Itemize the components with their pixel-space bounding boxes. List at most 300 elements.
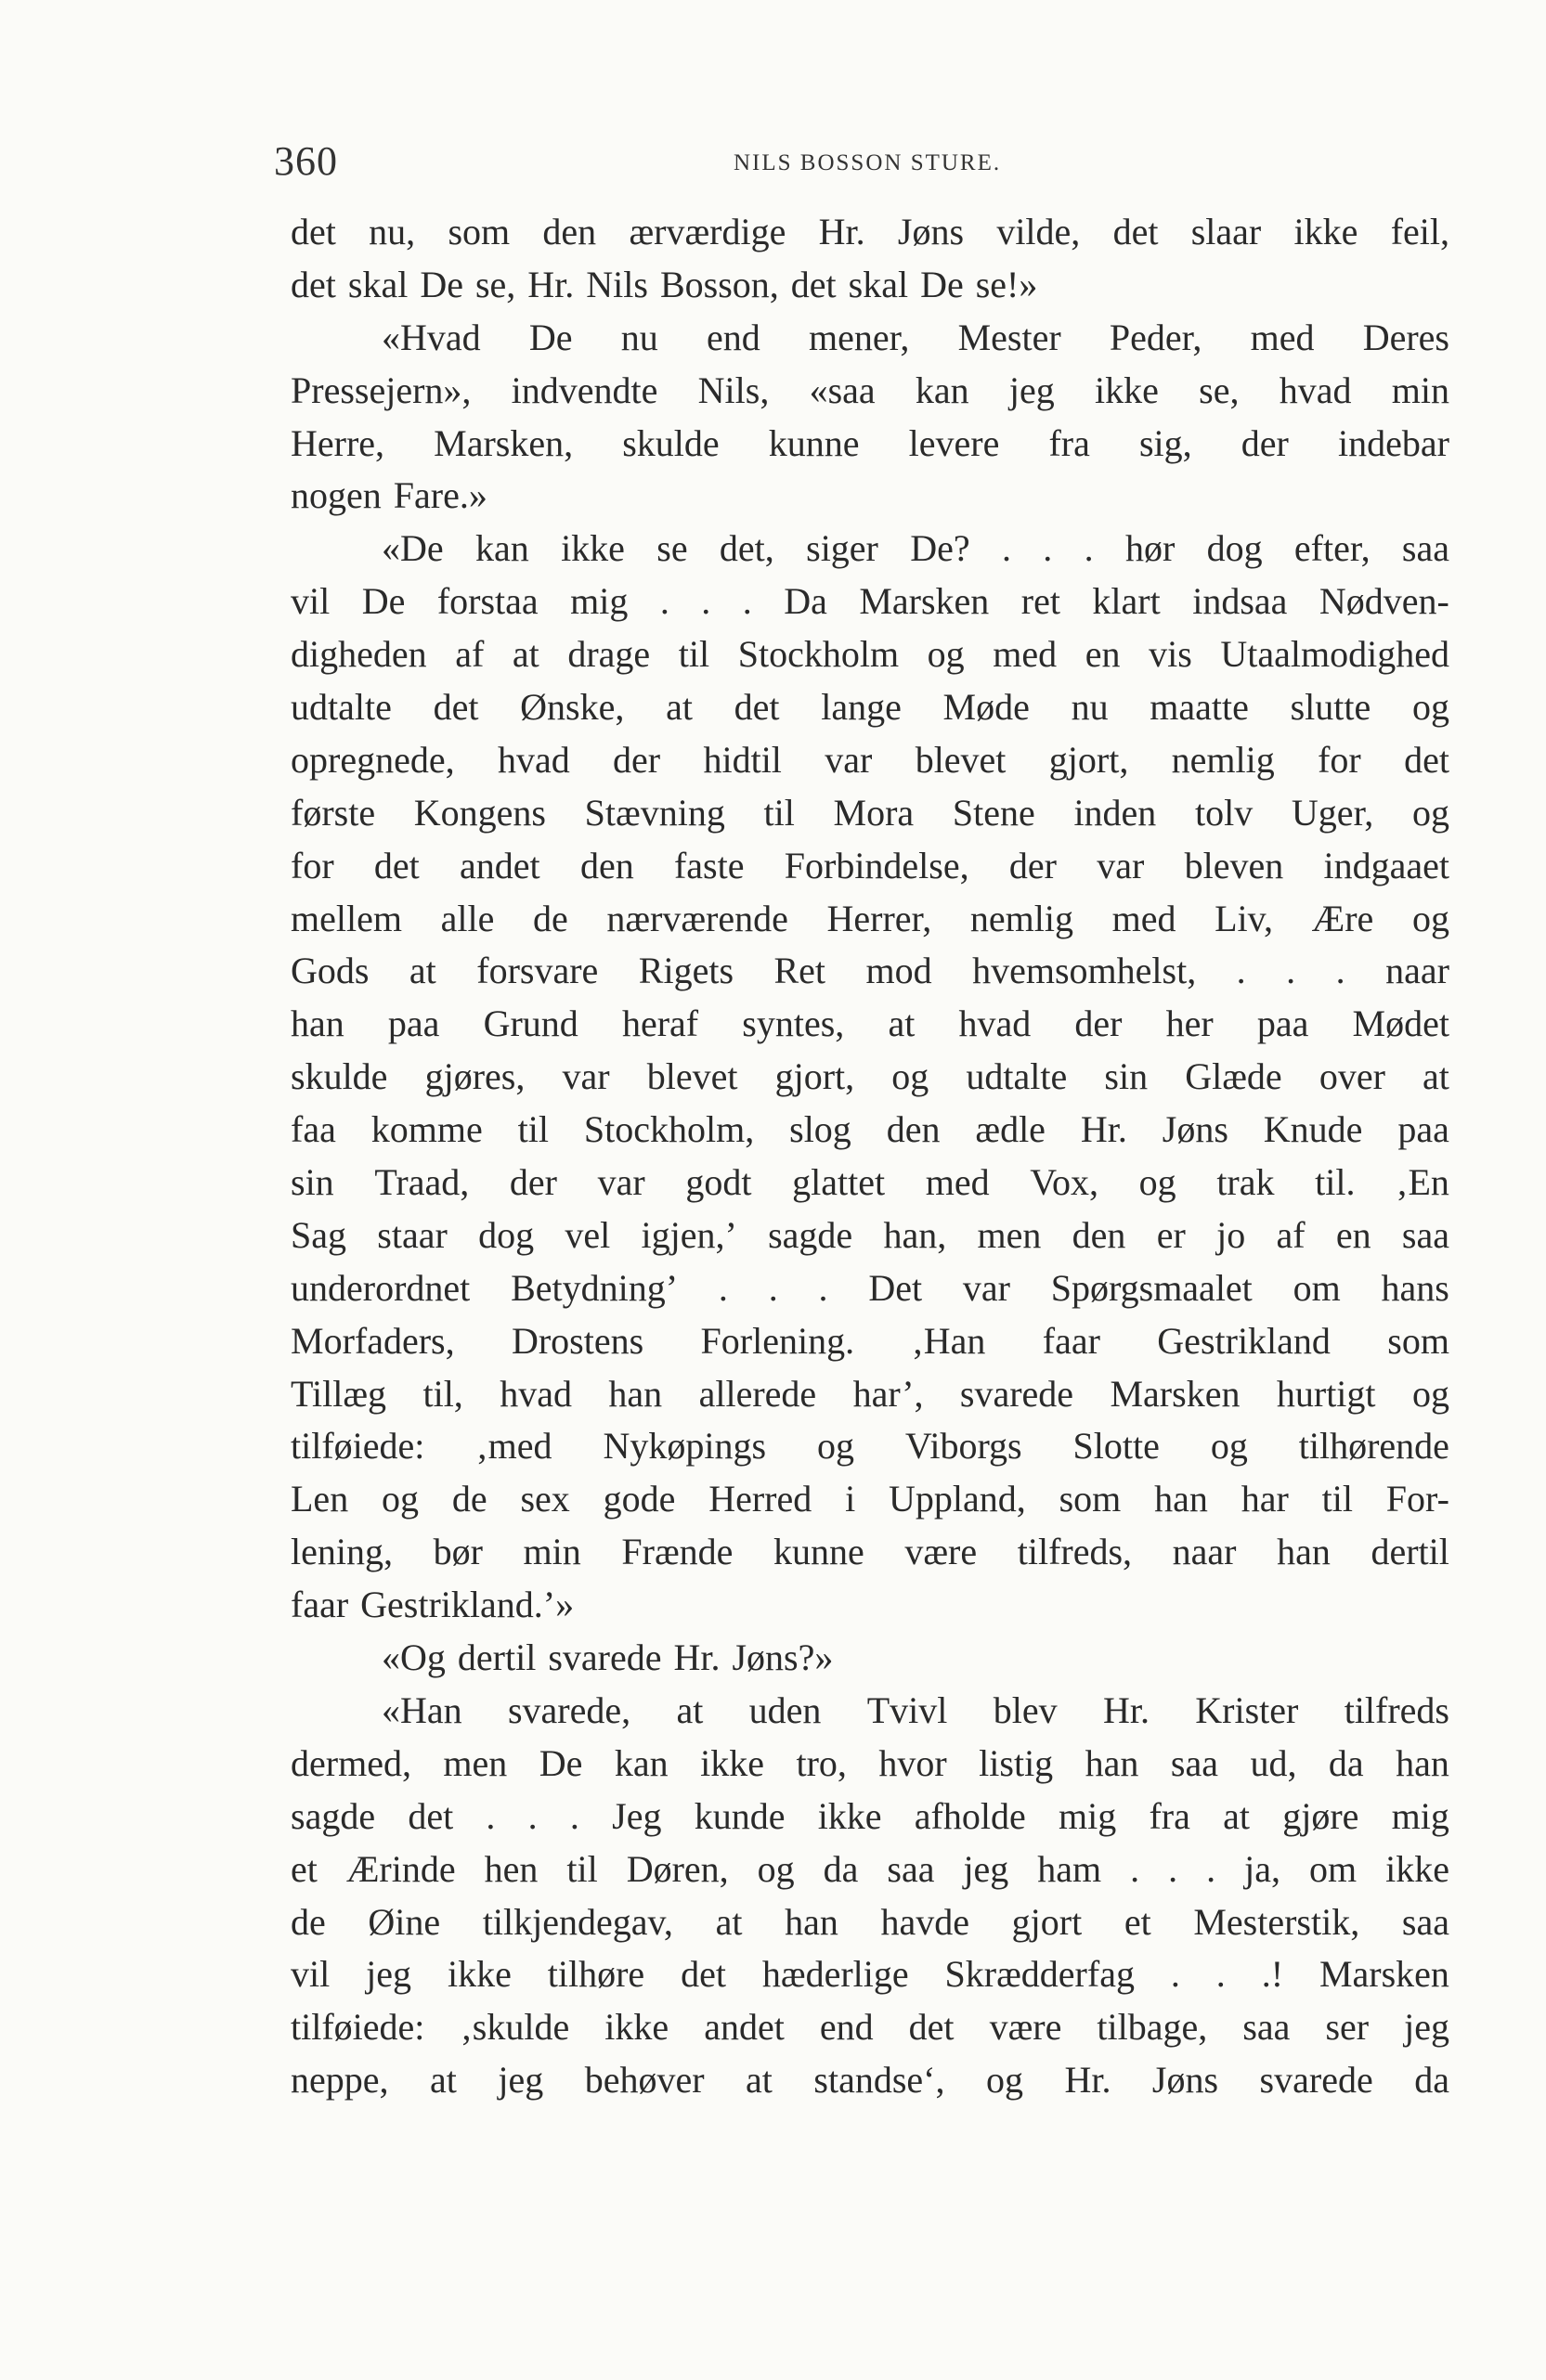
- word: nu,: [369, 211, 416, 252]
- word: naar: [1385, 950, 1449, 992]
- word: kan: [614, 1741, 669, 1784]
- text-line: [291, 576, 1449, 628]
- word: Marsken: [1110, 1372, 1241, 1415]
- word: .: [1215, 1953, 1226, 1996]
- word: Gestrikland.’»: [360, 1584, 575, 1626]
- text-line: [291, 1526, 1449, 1579]
- word: se: [656, 527, 688, 570]
- word: .: [1168, 1847, 1178, 1890]
- word: Døren,: [626, 1847, 729, 1890]
- word: som: [1059, 1478, 1122, 1520]
- text-line: [291, 1368, 1449, 1421]
- word: .!: [1261, 1953, 1284, 1996]
- word: Marsken,: [434, 421, 574, 464]
- text-line: [291, 1896, 1449, 1949]
- word: for: [291, 844, 334, 886]
- word: af: [455, 633, 485, 676]
- word: hæderlige: [761, 1953, 909, 1996]
- word: at: [715, 1900, 743, 1943]
- word: her: [1165, 1002, 1214, 1045]
- word: blevet: [915, 738, 1007, 781]
- word: slog: [789, 1108, 851, 1151]
- word: ud,: [1250, 1741, 1297, 1784]
- word: .: [659, 580, 669, 623]
- word: ikke: [604, 2006, 669, 2049]
- word: Tvivl: [866, 1688, 948, 1731]
- word: saa: [887, 1847, 935, 1890]
- word: ret: [1020, 580, 1060, 623]
- word: paa: [1397, 1108, 1449, 1151]
- text-line: [291, 1738, 1449, 1791]
- word: Herrer,: [826, 897, 932, 939]
- word: kunne: [768, 421, 860, 464]
- word: lange: [821, 686, 902, 729]
- word: Tillæg: [291, 1372, 387, 1415]
- word: staar: [377, 1213, 448, 1256]
- word: er: [1156, 1213, 1186, 1256]
- word: han: [608, 1372, 663, 1415]
- word: bleven: [1184, 844, 1284, 886]
- word: .: [818, 1266, 828, 1309]
- word: der: [1241, 421, 1289, 464]
- word: forstaa: [436, 580, 539, 623]
- word: til.: [1315, 1161, 1356, 1204]
- text-line: [291, 1157, 1449, 1209]
- word: ærværdige: [629, 211, 786, 252]
- word: og: [1411, 897, 1449, 939]
- word: mellem: [291, 897, 402, 939]
- word: at: [888, 1002, 916, 1045]
- word: Mester: [957, 316, 1061, 358]
- word: hidtil: [703, 738, 782, 781]
- word: til: [566, 1847, 598, 1890]
- word: opregnede,: [291, 738, 455, 781]
- word: tolv: [1195, 791, 1254, 834]
- word: var: [962, 1266, 1010, 1309]
- body-text: [291, 206, 1449, 2107]
- word: Drostens: [511, 1319, 644, 1362]
- word: Deres: [1362, 316, 1449, 358]
- word: De: [539, 1741, 583, 1784]
- word: faar: [291, 1584, 349, 1626]
- word: for: [1318, 738, 1361, 781]
- word: fra: [1149, 1794, 1190, 1837]
- word: Pressejern»,: [291, 369, 472, 411]
- word: det: [408, 1794, 454, 1837]
- word: .: [768, 1266, 778, 1309]
- word: nemlig: [1171, 738, 1275, 781]
- word: indgaaet: [1323, 844, 1449, 886]
- word: til,: [422, 1372, 463, 1415]
- word: Mora: [833, 791, 915, 834]
- word: hør: [1124, 527, 1176, 570]
- word: de: [291, 1900, 326, 1943]
- word: Grund: [483, 1002, 578, 1045]
- word: end: [706, 316, 760, 358]
- word: allerede: [698, 1372, 817, 1415]
- word: Peder,: [1109, 316, 1202, 358]
- word: da: [1328, 1741, 1364, 1784]
- word: faste: [673, 844, 745, 886]
- word: det,: [719, 527, 774, 570]
- word: .: [742, 580, 752, 623]
- word: Nils,: [697, 369, 770, 411]
- word: Forbindelse,: [784, 844, 969, 886]
- word: Kongens: [413, 791, 546, 834]
- text-line: [291, 259, 1449, 312]
- word: alle: [440, 897, 495, 939]
- word: har: [1241, 1478, 1289, 1520]
- word: der: [613, 738, 661, 781]
- word: Stævning: [584, 791, 725, 834]
- text-line: [291, 2054, 1449, 2107]
- word: hvor: [878, 1741, 947, 1784]
- page-header: [274, 137, 1453, 193]
- word: hvad: [497, 738, 570, 781]
- word: til: [763, 791, 795, 834]
- word: Gods: [291, 950, 370, 992]
- word: .: [1236, 950, 1246, 992]
- word: Herred: [708, 1478, 812, 1520]
- word: paa: [1256, 1002, 1309, 1045]
- word: det: [681, 1953, 726, 1996]
- word: min: [523, 1531, 581, 1573]
- word: det: [1112, 211, 1159, 252]
- word: ikke: [817, 1794, 882, 1837]
- word: Len: [291, 1478, 349, 1520]
- word: saa: [1401, 1213, 1449, 1256]
- word: Jøns: [897, 211, 965, 252]
- word: en: [1335, 1213, 1371, 1256]
- word: over: [1319, 1055, 1385, 1098]
- word: skal: [848, 263, 909, 305]
- word: Ønske,: [520, 686, 625, 729]
- word: lening,: [291, 1531, 393, 1573]
- word: tilhøre: [547, 1953, 645, 1996]
- word: trak: [1216, 1161, 1275, 1204]
- word: igjen,’: [641, 1213, 737, 1256]
- text-line: [291, 1473, 1449, 1526]
- text-line: [291, 523, 1449, 576]
- word: Hr.: [1080, 1108, 1127, 1151]
- text-line: [291, 2001, 1449, 2054]
- word: ‚En: [1396, 1161, 1449, 1204]
- word: .: [1170, 1953, 1180, 1996]
- word: der: [1008, 844, 1057, 886]
- word: sig,: [1138, 421, 1192, 464]
- word: Fare.»: [393, 474, 487, 517]
- word: det: [790, 263, 837, 305]
- word: var: [562, 1055, 610, 1098]
- word: at: [676, 1688, 704, 1731]
- word: det: [1404, 738, 1449, 781]
- word: det: [291, 263, 336, 305]
- word: dog: [478, 1213, 535, 1256]
- text-line: [291, 1262, 1449, 1315]
- word: godt: [685, 1161, 752, 1204]
- word: Stockholm,: [583, 1108, 755, 1151]
- word: .: [1043, 527, 1053, 570]
- word: den: [542, 211, 597, 252]
- word: kunne: [773, 1531, 864, 1573]
- word: af: [1276, 1213, 1306, 1256]
- word: ikke: [1095, 369, 1159, 411]
- text-line: [291, 1209, 1449, 1262]
- text-line: [291, 945, 1449, 998]
- word: heraf: [621, 1002, 699, 1045]
- text-line: [291, 206, 1449, 259]
- word: som: [1387, 1319, 1449, 1362]
- word: at: [746, 2059, 773, 2102]
- word: hvemsomhelst,: [972, 950, 1197, 992]
- word: sagde: [768, 1213, 853, 1256]
- word: svarede: [1259, 2059, 1373, 2102]
- word: nærværende: [606, 897, 788, 939]
- word: Viborgs: [904, 1425, 1022, 1468]
- word: jeg: [963, 1847, 1009, 1890]
- word: de: [532, 897, 568, 939]
- word: Ære: [1311, 897, 1374, 939]
- word: siger: [806, 527, 878, 570]
- word: efter,: [1293, 527, 1371, 570]
- word: slaar: [1190, 211, 1262, 252]
- word: vilde,: [996, 211, 1081, 252]
- word: Hr.: [1064, 2059, 1111, 2102]
- word: Hr.: [527, 263, 575, 305]
- word: til: [678, 633, 710, 676]
- word: og: [757, 1847, 795, 1890]
- word: .: [527, 1794, 538, 1837]
- word: Krister: [1195, 1688, 1299, 1731]
- word: listig: [979, 1741, 1054, 1784]
- word: ja,: [1244, 1847, 1280, 1890]
- word: ham: [1037, 1847, 1102, 1890]
- word: Marsken: [859, 580, 990, 623]
- running-head: NILS BOSSON STURE.: [734, 150, 1002, 175]
- word: være: [989, 2006, 1062, 2049]
- word: han: [1396, 1741, 1449, 1784]
- word: ‚Han: [911, 1319, 986, 1362]
- word: et: [291, 1847, 318, 1890]
- word: underordnet: [291, 1266, 471, 1309]
- word: Traad,: [374, 1161, 470, 1204]
- word: mener,: [808, 316, 910, 358]
- word: dertil: [1371, 1531, 1449, 1573]
- word: glattet: [792, 1161, 886, 1204]
- word: saa: [1242, 2006, 1291, 2049]
- word: med: [1250, 316, 1315, 358]
- word: at: [512, 633, 539, 676]
- word: De: [528, 316, 573, 358]
- word: ædle: [975, 1108, 1046, 1151]
- word: «De: [382, 527, 444, 570]
- word: faa: [291, 1108, 336, 1151]
- word: paa: [387, 1002, 440, 1045]
- word: saa: [1401, 527, 1449, 570]
- word: jeg: [1404, 2006, 1449, 2049]
- word: neppe,: [291, 2059, 389, 2102]
- word: indebar: [1337, 421, 1449, 464]
- word: Spørgsmaalet: [1050, 1266, 1253, 1309]
- word: sin: [1104, 1055, 1149, 1098]
- word: han: [291, 1002, 344, 1045]
- page-number: 360: [274, 138, 338, 184]
- word: at: [666, 686, 693, 729]
- word: .: [701, 580, 711, 623]
- word: hvad: [958, 1002, 1032, 1045]
- word: Forlening.: [700, 1319, 855, 1362]
- word: han: [1277, 1531, 1331, 1573]
- word: da: [823, 1847, 859, 1890]
- text-line: [291, 1051, 1449, 1104]
- word: tilhørende: [1298, 1425, 1449, 1468]
- word: ser: [1325, 2006, 1370, 2049]
- text-line: [291, 998, 1449, 1051]
- word: Stockholm: [737, 633, 900, 676]
- word: nemlig: [969, 897, 1073, 939]
- word: har’,: [852, 1372, 924, 1415]
- word: syntes,: [742, 1002, 845, 1045]
- word: gjort,: [1048, 738, 1129, 781]
- word: dog: [1206, 527, 1263, 570]
- word: komme: [370, 1108, 483, 1151]
- word: og: [1411, 791, 1449, 834]
- word: hvad: [1279, 369, 1352, 411]
- word: mig: [570, 580, 629, 623]
- word: bør: [433, 1531, 483, 1573]
- word: levere: [908, 421, 1000, 464]
- word: .: [569, 1794, 579, 1837]
- text-line: [291, 734, 1449, 787]
- word: .: [486, 1794, 496, 1837]
- word: inden: [1073, 791, 1157, 834]
- word: maatte: [1150, 686, 1249, 729]
- word: jeg: [1008, 369, 1055, 411]
- word: han: [1085, 1741, 1139, 1784]
- word: det: [734, 686, 780, 729]
- word: De: [920, 263, 964, 305]
- word: behøver: [584, 2059, 705, 2102]
- word: det: [291, 211, 336, 252]
- word: til: [517, 1108, 549, 1151]
- word: jo: [1216, 1213, 1246, 1256]
- word: gjøres,: [424, 1055, 526, 1098]
- word: .: [1130, 1847, 1140, 1890]
- word: hans: [1381, 1266, 1449, 1309]
- word: sagde: [291, 1794, 376, 1837]
- word: Marsken: [1319, 1953, 1449, 1996]
- word: «Og: [382, 1636, 446, 1679]
- word: dermed,: [291, 1741, 411, 1784]
- word: var: [1097, 844, 1145, 886]
- word: De: [361, 580, 406, 623]
- word: Mesterstik,: [1193, 1900, 1360, 1943]
- word: mod: [865, 950, 932, 992]
- word: Hr.: [673, 1636, 721, 1679]
- word: Jøns: [1162, 1108, 1228, 1151]
- word: sin: [291, 1161, 334, 1204]
- word: med: [993, 633, 1058, 676]
- word: vel: [565, 1213, 611, 1256]
- word: Jøns?»: [732, 1636, 834, 1679]
- word: Herre,: [291, 421, 385, 464]
- word: tilkjendegav,: [482, 1900, 673, 1943]
- word: ikke: [700, 1741, 764, 1784]
- word: at: [1423, 1055, 1449, 1098]
- word: det: [373, 844, 420, 886]
- word: sex: [520, 1478, 570, 1520]
- word: at: [409, 950, 436, 992]
- word: andet: [704, 2006, 785, 2049]
- word: Morfaders,: [291, 1319, 455, 1362]
- word: ikke: [561, 527, 625, 570]
- word: udtalte: [291, 686, 392, 729]
- word: andet: [460, 844, 540, 886]
- word: ‚med: [475, 1425, 552, 1468]
- word: Frænde: [621, 1531, 734, 1573]
- word: slutte: [1290, 686, 1371, 729]
- word: han,: [883, 1213, 947, 1256]
- word: se,: [474, 263, 516, 305]
- word: «Hvad: [382, 316, 481, 358]
- word: forsvare: [476, 950, 599, 992]
- text-line: [291, 681, 1449, 734]
- word: et: [1124, 1900, 1151, 1943]
- word: kan: [915, 369, 969, 411]
- word: Hr.: [1102, 1688, 1150, 1731]
- word: men: [977, 1213, 1042, 1256]
- word: indvendte: [511, 369, 658, 411]
- text-line: [291, 1420, 1449, 1473]
- word: .: [1001, 527, 1011, 570]
- word: se!»: [975, 263, 1038, 305]
- word: De?: [910, 527, 970, 570]
- word: havde: [880, 1900, 970, 1943]
- word: at: [430, 2059, 457, 2102]
- word: Uger,: [1291, 791, 1374, 834]
- word: jeg: [366, 1953, 412, 1996]
- word: tilføiede:: [291, 1425, 425, 1468]
- word: Jøns: [1151, 2059, 1219, 2102]
- word: afholde: [914, 1794, 1026, 1837]
- word: med: [1111, 897, 1176, 939]
- word: udtalte: [966, 1055, 1068, 1098]
- word: nu: [620, 316, 658, 358]
- word: Slotte: [1072, 1425, 1160, 1468]
- word: digheden: [291, 633, 427, 676]
- word: Uppland,: [889, 1478, 1026, 1520]
- word: indsaa: [1192, 580, 1288, 623]
- word: Betydning’: [511, 1266, 679, 1309]
- word: Stene: [952, 791, 1035, 834]
- text-line: [291, 1843, 1449, 1896]
- word: .: [718, 1266, 728, 1309]
- word: den: [1072, 1213, 1126, 1256]
- word: For-: [1385, 1478, 1449, 1520]
- word: nu: [1071, 686, 1109, 729]
- word: det: [433, 686, 479, 729]
- text-line: [291, 893, 1449, 946]
- word: dertil: [457, 1636, 537, 1679]
- word: var: [597, 1161, 645, 1204]
- word: hurtigt: [1276, 1372, 1376, 1415]
- word: og: [985, 2059, 1023, 2102]
- word: var: [825, 738, 873, 781]
- text-line: [291, 312, 1449, 365]
- word: og: [1210, 1425, 1248, 1468]
- word: Møde: [942, 686, 1030, 729]
- word: Nils: [586, 263, 648, 305]
